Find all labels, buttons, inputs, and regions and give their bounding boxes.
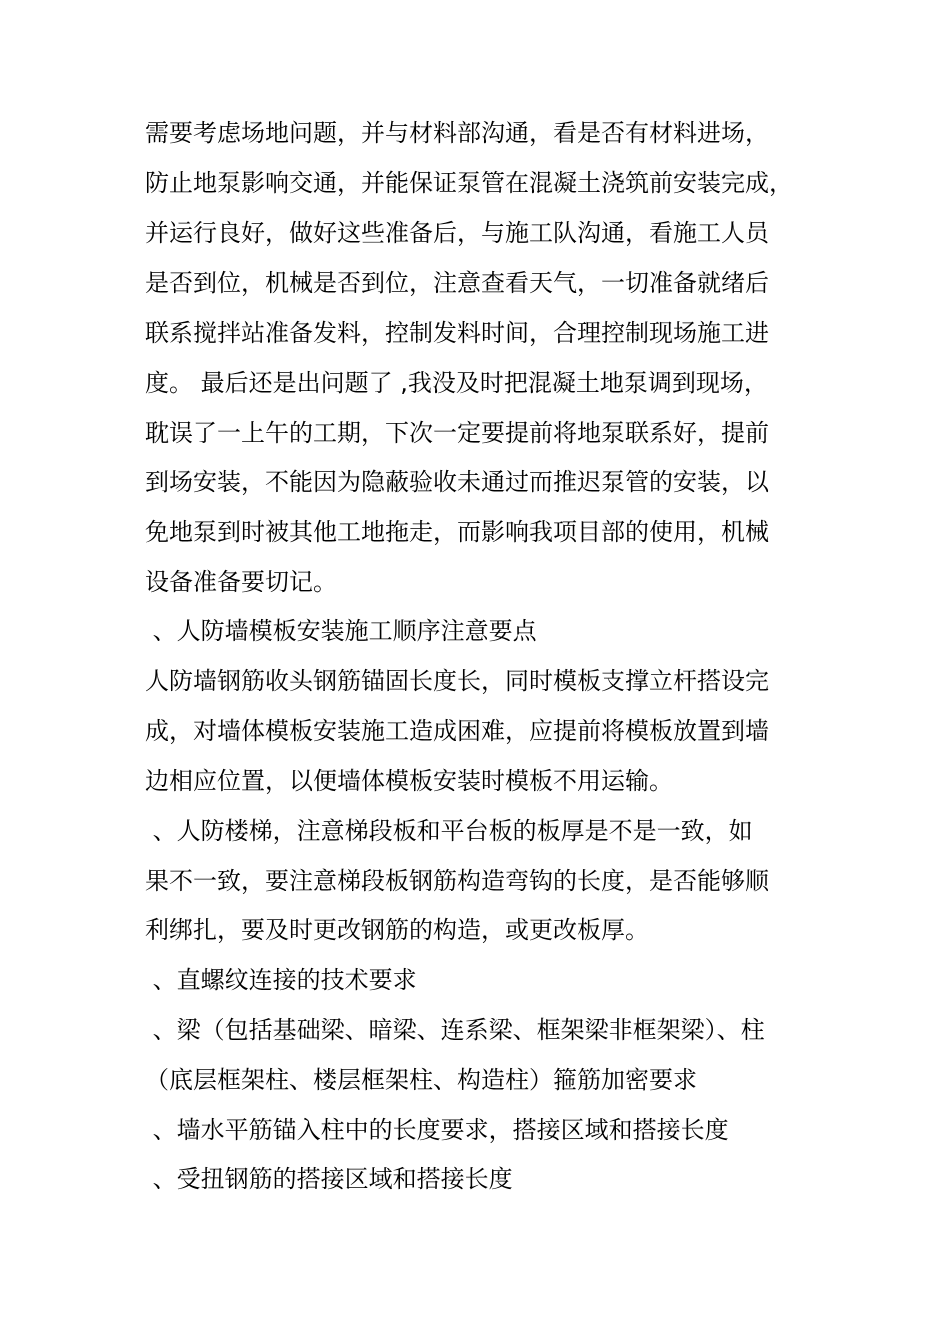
text-line: 设备准备要切记。 — [145, 568, 337, 596]
text-line: 人防墙钢筋收头钢筋锚固长度长，同时模板支撑立杆搭设完 — [145, 667, 769, 695]
section-heading: 、直螺纹连接的技术要求 — [145, 966, 417, 994]
text-line: 耽误了一上午的工期，下次一定要提前将地泵联系好，提前 — [145, 419, 769, 447]
text-line: 并运行良好，做好这些准备后，与施工队沟通，看施工人员 — [145, 219, 769, 247]
text-line: 免地泵到时被其他工地拖走，而影响我项目部的使用，机械 — [145, 518, 769, 546]
section-heading: 、墙水平筋锚入柱中的长度要求，搭接区域和搭接长度 — [145, 1116, 729, 1144]
section-heading: 、梁（包括基础梁、暗梁、连系梁、框架梁非框架梁）、柱 — [145, 1016, 765, 1044]
text-line: 到场安装，不能因为隐蔽验收未通过而推迟泵管的安装，以 — [145, 468, 769, 496]
text-line: 利绑扎，要及时更改钢筋的构造，或更改板厚。 — [145, 916, 649, 944]
section-heading: 、受扭钢筋的搭接区域和搭接长度 — [145, 1165, 513, 1193]
text-line: 防止地泵影响交通，并能保证泵管在混凝土浇筑前安装完成， — [145, 169, 793, 197]
text-line: 度。 最后还是出问题了 ,我没及时把混凝土地泵调到现场， — [145, 369, 768, 397]
text-line: （底层框架柱、楼层框架柱、构造柱）箍筋加密要求 — [145, 1066, 697, 1094]
text-line: 是否到位，机械是否到位，注意查看天气，一切准备就绪后 — [145, 269, 769, 297]
section-heading: 、人防墙模板安装施工顺序注意要点 — [145, 617, 537, 645]
text-line: 需要考虑场地问题，并与材料部沟通，看是否有材料进场， — [145, 119, 769, 147]
section-heading: 、人防楼梯，注意梯段板和平台板的板厚是不是一致，如 — [145, 817, 753, 845]
text-line: 边相应位置，以便墙体模板安装时模板不用运输。 — [145, 767, 673, 795]
text-line: 联系搅拌站准备发料，控制发料时间，合理控制现场施工进 — [145, 319, 769, 347]
text-line: 果不一致，要注意梯段板钢筋构造弯钩的长度，是否能够顺 — [145, 867, 769, 895]
text-line: 成，对墙体模板安装施工造成困难，应提前将模板放置到墙 — [145, 717, 769, 745]
